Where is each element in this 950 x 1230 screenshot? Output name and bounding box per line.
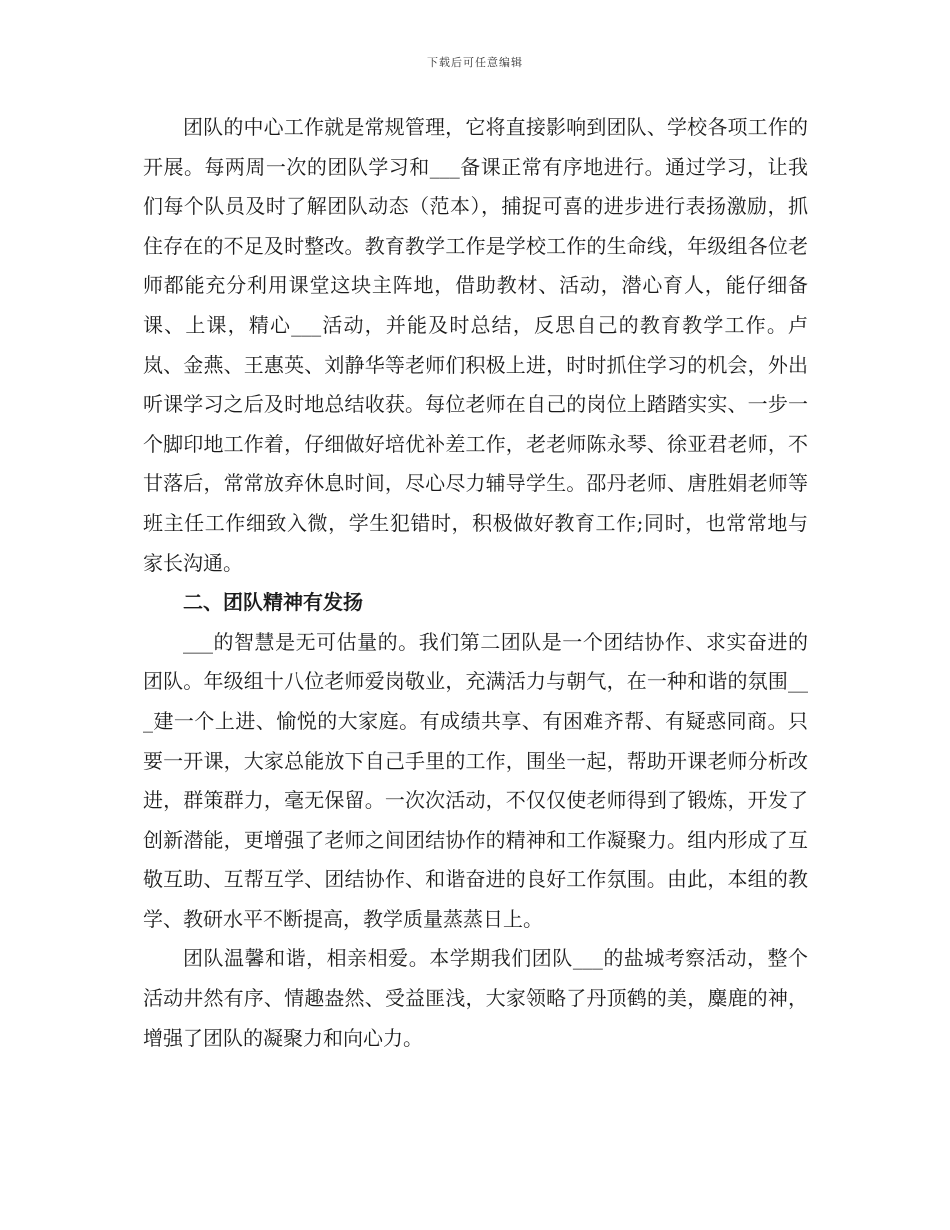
page-header: 下载后可任意编辑 (427, 56, 523, 69)
section-heading-team-spirit: 二、团队精神有发扬 (183, 590, 363, 615)
paragraph-team-wisdom: ___的智慧是无可估量的。我们第二团队是一个团结协作、求实奋进的团队。年级组十八位老师爱岗敬业，充满活力与朝气，在一种和谐的氛围___建一个上进、愉悦的大家庭。有成绩共享、有困难齐帮、有疑惑同商。只要一开课，大家总能放下自己手里的工作，围坐一起，帮助开课老师分析改进，群策群力，毫无保留。一次次活动，不仅仅使老师得到了锻炼，开发了创新潜能，更增强了老师之间团结协作的精神和工作凝聚力。组内形成了互敬互助、互帮互学、团结协作、和谐奋进的良好工作氛围。由此，本组的教学、教研水平不断提高，教学质量蒸蒸日上。 (143, 629, 808, 931)
document-body (143, 108, 808, 1058)
paragraph-routine-management: 团队的中心工作就是常规管理，它将直接影响到团队、学校各项工作的开展。每两周一次的团队学习和___备课正常有序地进行。通过学习，让我们每个队员及时了解团队动态（范本），捕捉可喜的进步进行表扬激励，抓住存在的不足及时整改。教育教学工作是学校工作的生命线，年级组各位老师都能充分利用课堂这块主阵地，借助教材、活动，潜心育人，能仔细备课、上课，精心___活动，并能及时总结，反思自己的教育教学工作。卢岚、金燕、王惠英、刘静华等老师们积极上进，时时抓住学习的机会，外出听课学习之后及时地总结收获。每位老师在自己的岗位上踏踏实实、一步一个脚印地工作着，仔细做好培优补差工作，老老师陈永琴、徐亚君老师，不甘落后，常常放弃休息时间，尽心尽力辅导学生。邵丹老师、唐胜娟老师等班主任工作细致入微，学生犯错时，积极做好教育工作;同时，也常常地与家长沟通。 (143, 115, 808, 575)
paragraph-team-harmony: 团队温馨和谐，相亲相爱。本学期我们团队___的盐城考察活动，整个活动井然有序、情趣盎然、受益匪浅，大家领略了丹顶鹤的美，麋鹿的神，增强了团队的凝聚力和向心力。 (143, 946, 808, 1050)
